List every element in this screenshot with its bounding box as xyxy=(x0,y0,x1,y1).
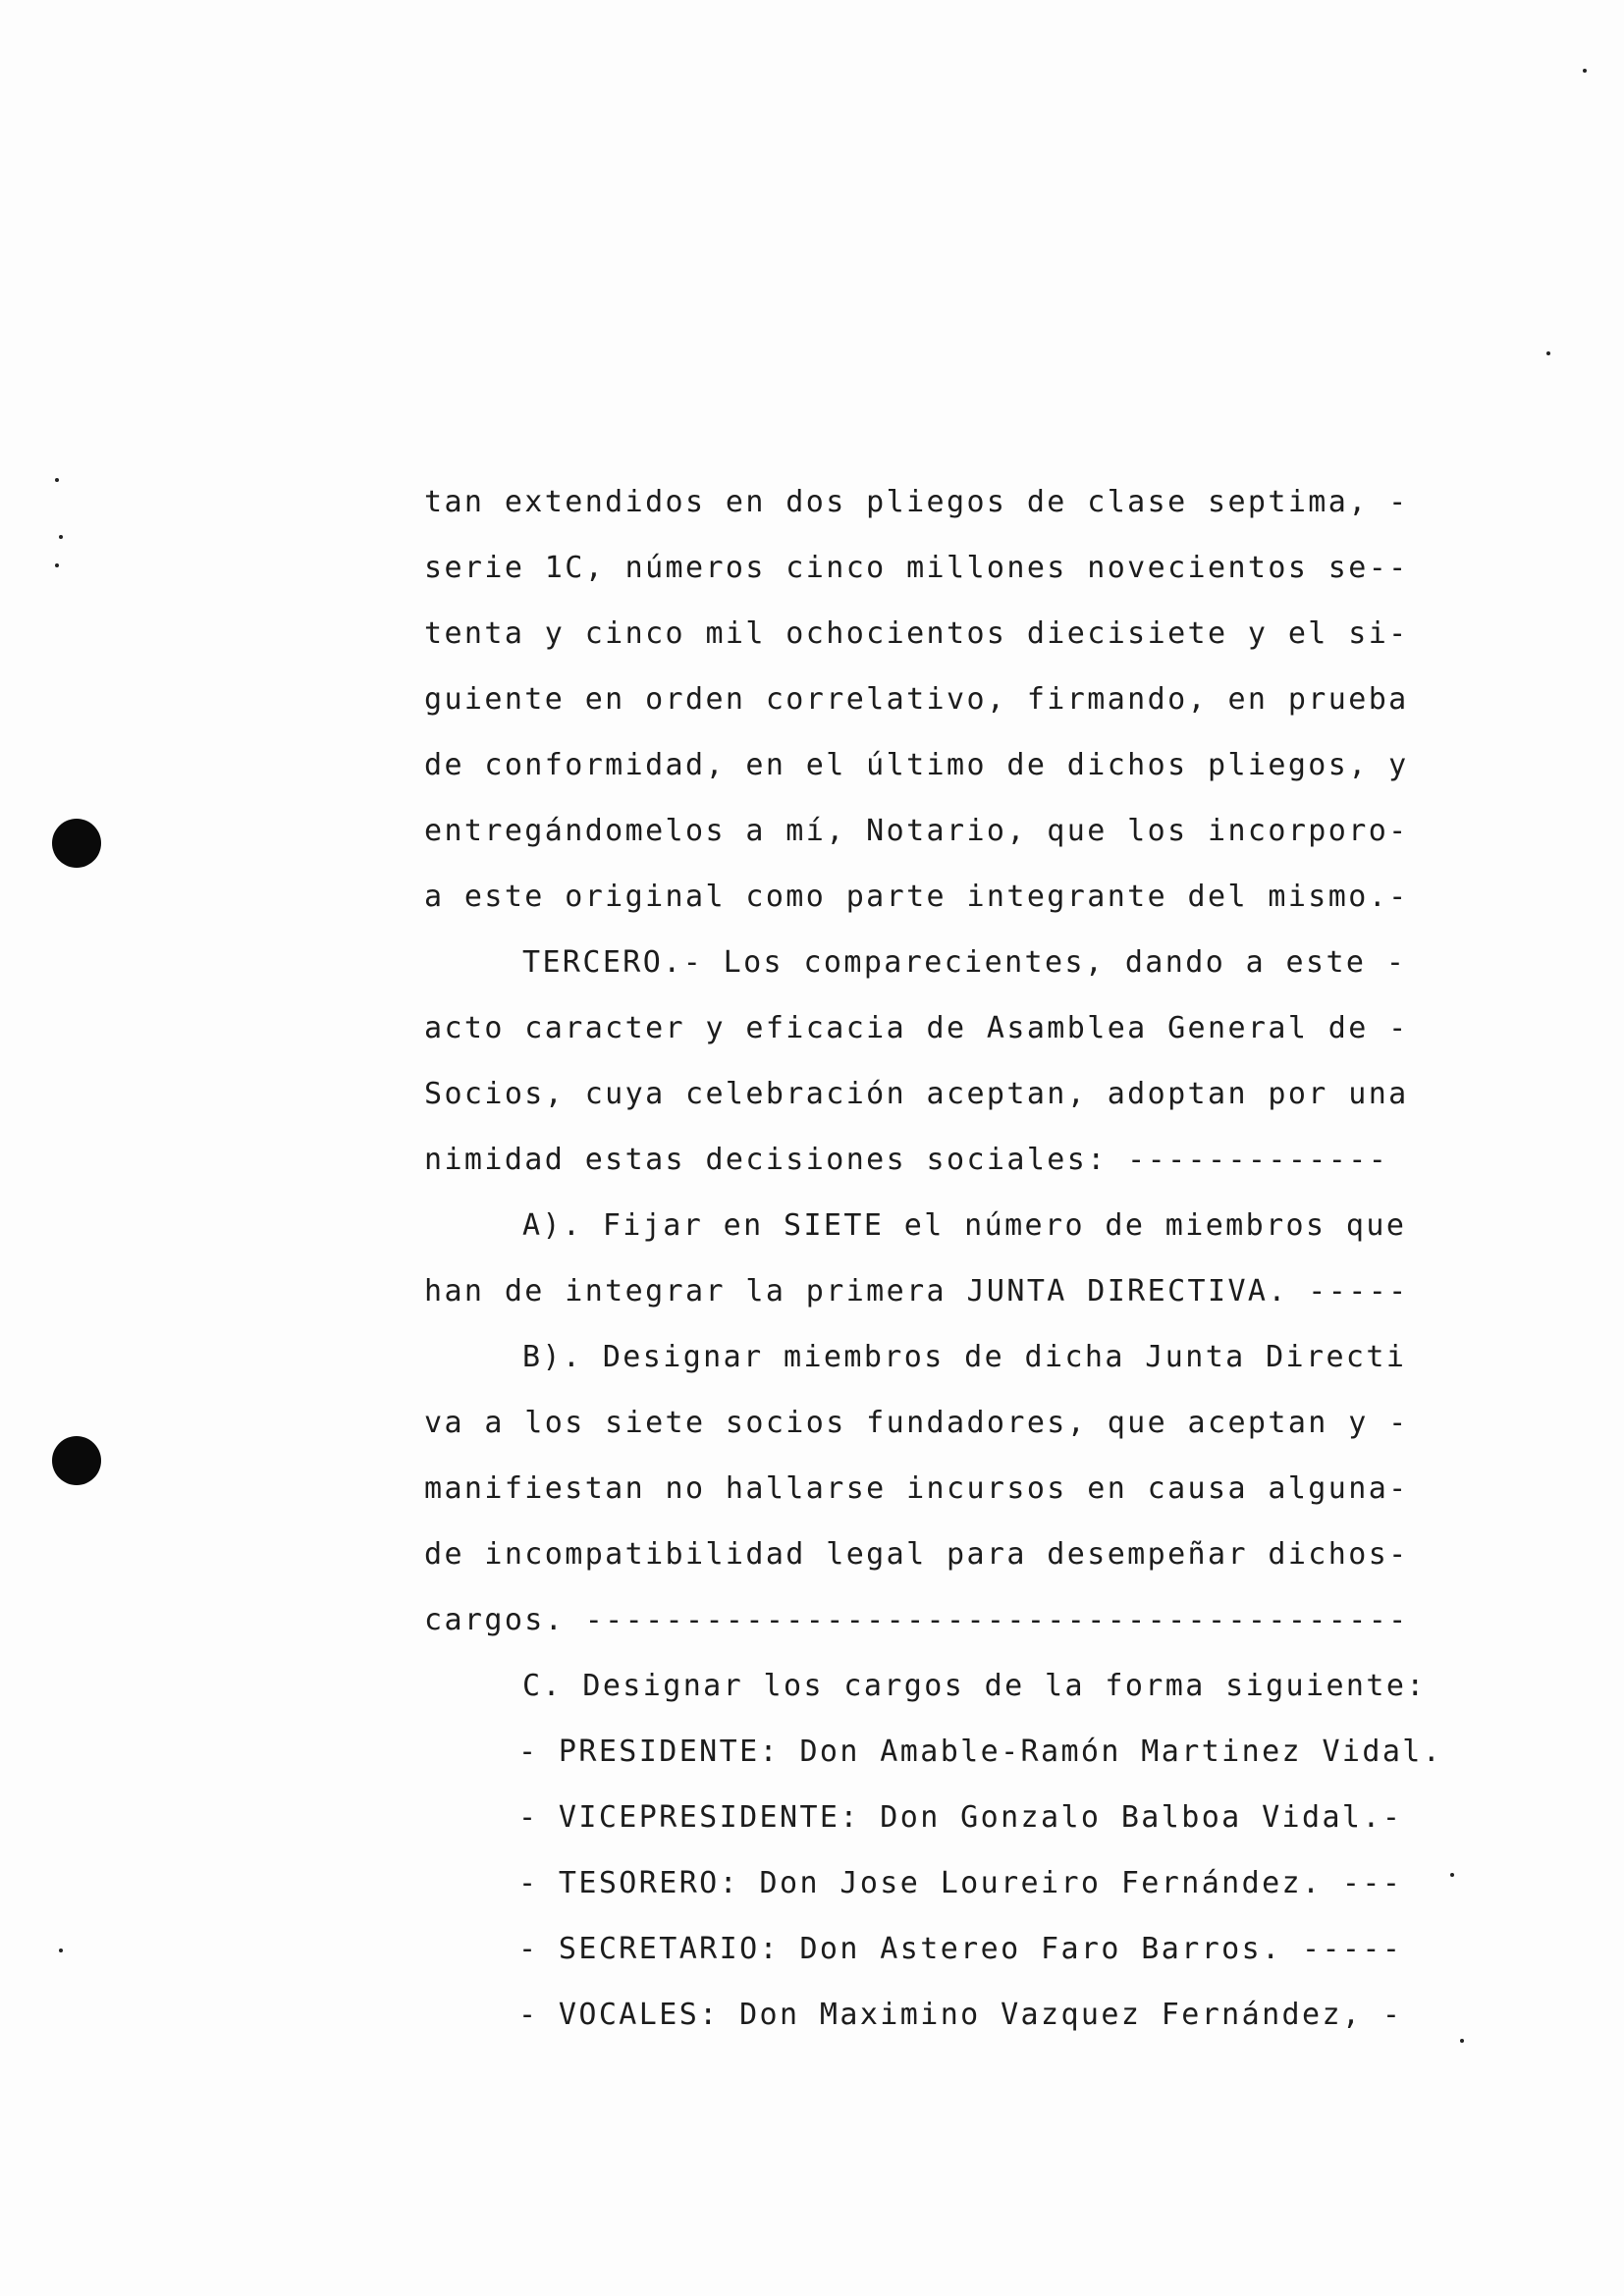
text-line: manifiestan no hallarse incursos en causa alguna- xyxy=(424,1471,1409,1506)
text-line: acto caracter y eficacia de Asamblea General de - xyxy=(424,1011,1409,1045)
text-line: va a los siete socios fundadores, que aceptan y - xyxy=(424,1406,1409,1440)
scan-speck xyxy=(55,563,59,567)
text-line: cargos. ----------------------------------------- xyxy=(424,1603,1409,1637)
text-line: guiente en orden correlativo, firmando, en prueba xyxy=(424,682,1409,717)
binder-hole xyxy=(52,819,101,868)
binder-hole xyxy=(52,1436,101,1485)
text-line: - VOCALES: Don Maximino Vazquez Fernández, - xyxy=(518,1998,1403,2032)
text-line: han de integrar la primera JUNTA DIRECTIVA. ----- xyxy=(424,1274,1409,1308)
text-line: B). Designar miembros de dicha Junta Directi xyxy=(522,1340,1407,1374)
text-line: de incompatibilidad legal para desempeñar dichos- xyxy=(424,1537,1409,1572)
scan-speck xyxy=(1583,69,1587,73)
text-line: tenta y cinco mil ochocientos diecisiete y el si- xyxy=(424,616,1409,651)
text-line: serie 1C, números cinco millones novecientos se-- xyxy=(424,551,1409,585)
scan-speck xyxy=(59,1949,63,1952)
text-line: de conformidad, en el último de dichos pliegos, y xyxy=(424,748,1409,782)
text-line: - TESORERO: Don Jose Loureiro Fernández. --- xyxy=(518,1866,1403,1900)
scan-speck xyxy=(1546,351,1550,355)
text-line: - PRESIDENTE: Don Amable-Ramón Martinez Vidal. xyxy=(518,1735,1443,1769)
text-line: a este original como parte integrante del mismo.- xyxy=(424,880,1409,914)
text-line: A). Fijar en SIETE el número de miembros que xyxy=(522,1208,1407,1243)
text-line: nimidad estas decisiones sociales: ------------- xyxy=(424,1143,1389,1177)
scan-speck xyxy=(59,535,63,539)
text-line: tan extendidos en dos pliegos de clase septima, - xyxy=(424,485,1409,519)
document-body xyxy=(424,479,1443,2057)
text-line: Socios, cuya celebración aceptan, adoptan por una xyxy=(424,1077,1409,1111)
scan-speck xyxy=(1460,2039,1464,2043)
text-line: TERCERO.- Los comparecientes, dando a este - xyxy=(522,945,1407,980)
text-line: C. Designar los cargos de la forma siguiente: xyxy=(522,1669,1427,1703)
text-line: - SECRETARIO: Don Astereo Faro Barros. ----- xyxy=(518,1932,1403,1966)
scan-speck xyxy=(1450,1873,1454,1877)
text-line: - VICEPRESIDENTE: Don Gonzalo Balboa Vidal.- xyxy=(518,1800,1403,1835)
scan-speck xyxy=(55,478,59,482)
text-line: entregándomelos a mí, Notario, que los incorporo- xyxy=(424,814,1409,848)
